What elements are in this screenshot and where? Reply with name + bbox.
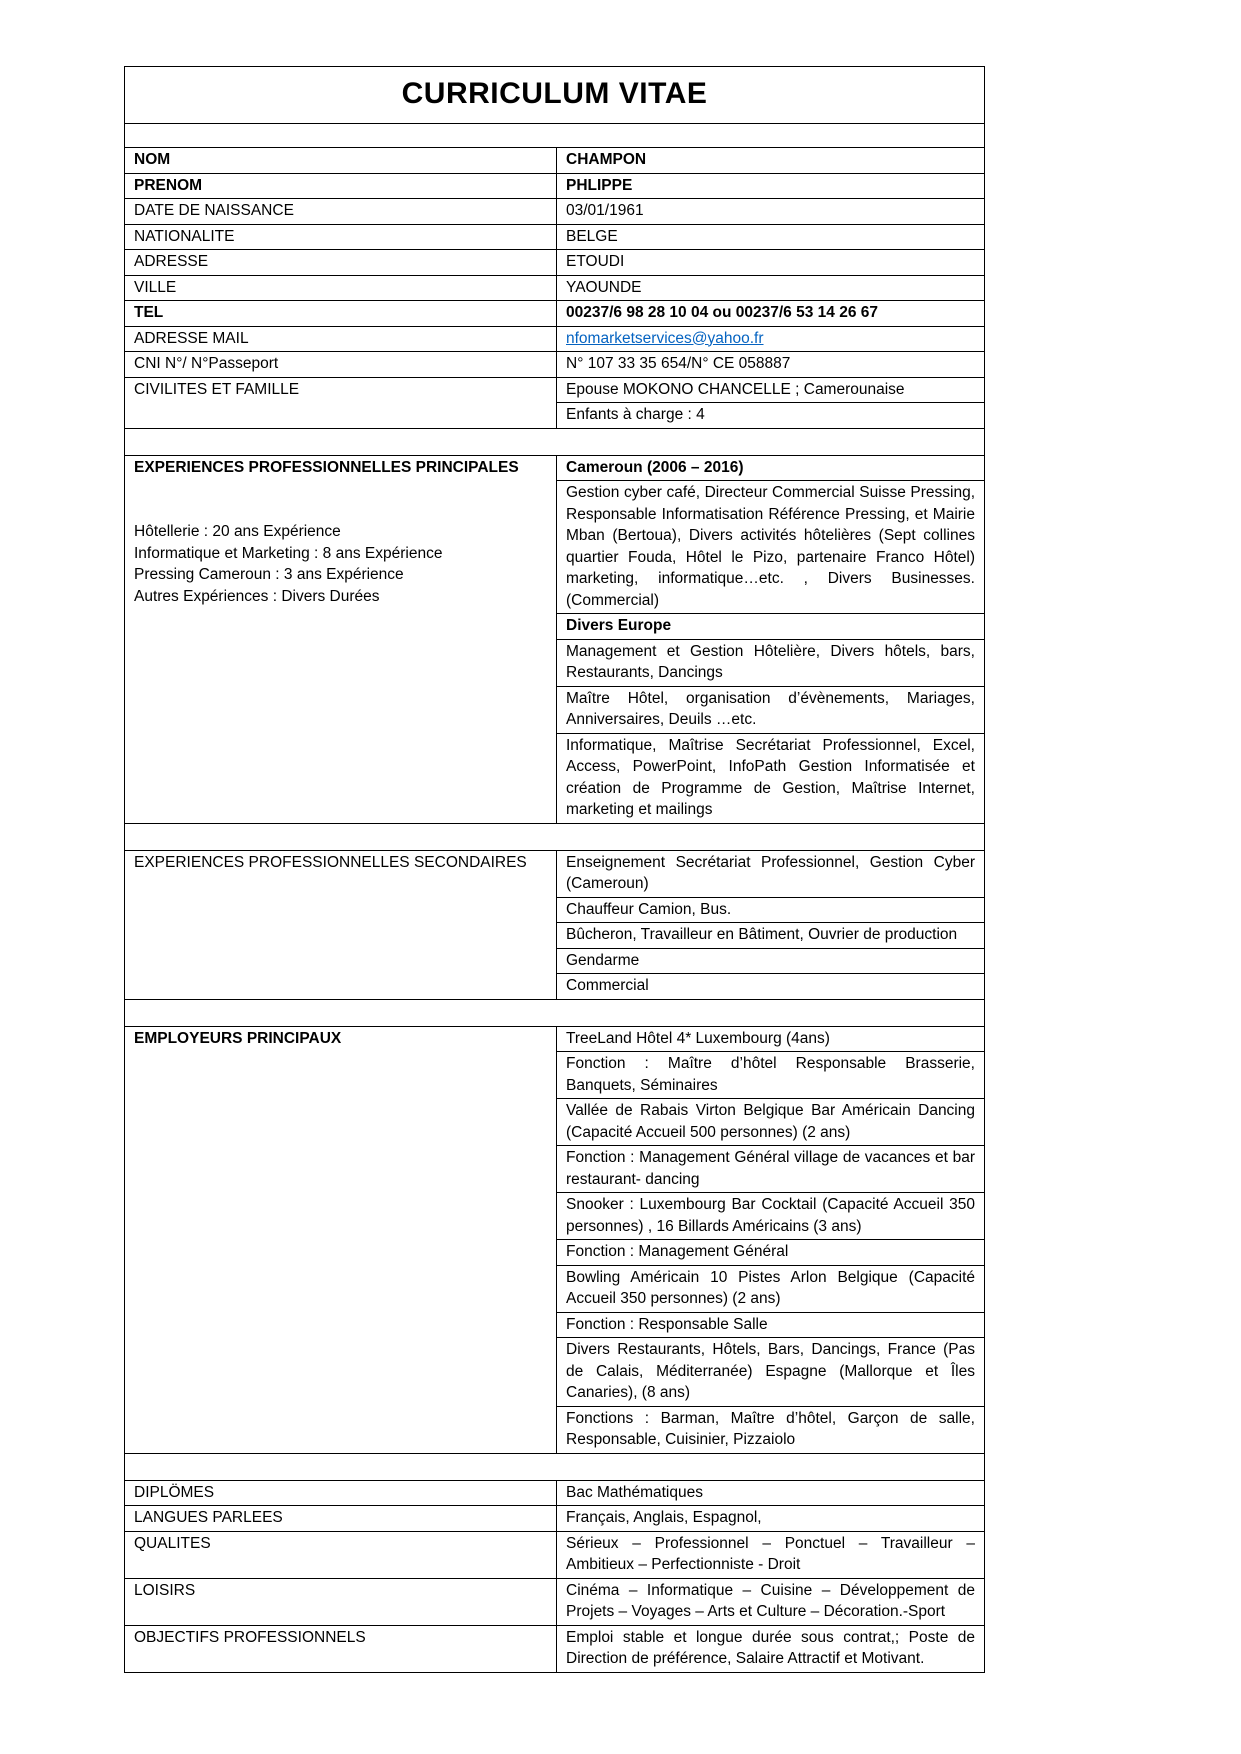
divers-row-loisirs	[125, 1578, 984, 1625]
section-experiences-secondaires	[125, 850, 984, 999]
principales-row-cameroun: Cameroun (2006 – 2016)	[566, 458, 744, 476]
employeurs-row-fonction-salle: Fonction : Responsable Salle	[557, 1312, 984, 1338]
title-row	[125, 67, 984, 123]
employeurs-row-divers-restaurants: Divers Restaurants, Hôtels, Bars, Dancings, France (Pas de Calais, Méditerranée) Espagne (Mallorque et Îles Canaries), (8 ans)	[557, 1337, 984, 1406]
principales-row-informatique: Informatique, Maîtrise Secrétariat Professionnel, Excel, Access, PowerPoint, InfoPath Gestion Informatisée et création de Programme de Gestion, Maîtrise Internet, marketing et mailings	[557, 733, 984, 823]
divers-value-diplomes: Bac Mathématiques	[566, 1483, 703, 1501]
civilites-line-1: Epouse MOKONO CHANCELLE ; Camerounaise	[566, 380, 905, 398]
principales-row-management: Management et Gestion Hôtelière, Divers hôtels, bars, Restaurants, Dancings	[557, 639, 984, 686]
secondaires-right-cells	[557, 851, 984, 999]
info-row-ville	[125, 275, 984, 301]
summary-autres: Autres Expériences : Divers Durées	[134, 587, 380, 605]
divers-label-langues: LANGUES PARLEES	[125, 1506, 557, 1531]
info-row-tel	[125, 300, 984, 326]
spacer-row	[125, 823, 984, 850]
secondaires-row-commercial: Commercial	[557, 973, 984, 999]
divers-row-diplomes	[125, 1480, 984, 1506]
secondaires-label: EXPERIENCES PROFESSIONNELLES SECONDAIRES	[134, 853, 527, 871]
info-value-adresse: ETOUDI	[566, 253, 625, 270]
info-label-nom: NOM	[125, 148, 557, 173]
summary-hotellerie: Hôtellerie : 20 ans Expérience	[134, 523, 341, 540]
section-employeurs-principaux	[125, 1026, 984, 1453]
divers-value-loisirs: Cinéma – Informatique – Cuisine – Développement de Projets – Voyages – Arts et Culture – Décoration.-Sport	[566, 1581, 975, 1620]
info-row-adresse	[125, 249, 984, 275]
employeurs-row-snooker: Snooker : Luxembourg Bar Cocktail (Capacité Accueil 350 personnes) , 16 Billards Américains (3 ans)	[557, 1192, 984, 1239]
spacer-row	[125, 428, 984, 455]
info-row-nom	[125, 147, 984, 173]
info-label-tel: TEL	[125, 301, 557, 326]
info-label-cni: CNI N°/ N°Passeport	[125, 352, 557, 377]
divers-row-objectifs	[125, 1625, 984, 1672]
divers-value-objectifs: Emploi stable et longue durée sous contrat,; Poste de Direction de préférence, Salaire Attractif et Motivant.	[566, 1628, 975, 1667]
info-row-cni	[125, 351, 984, 377]
employeurs-row-treeland: TreeLand Hôtel 4* Luxembourg (4ans)	[566, 1029, 830, 1047]
employeurs-row-fonction-maitre: Fonction : Maître d’hôtel Responsable Brasserie, Banquets, Séminaires	[557, 1051, 984, 1098]
info-value-cni: N° 107 33 35 654/N° CE 058887	[566, 355, 791, 372]
info-label-civilites: CIVILITES ET FAMILLE	[125, 378, 557, 428]
info-label-nationalite: NATIONALITE	[125, 225, 557, 250]
employeurs-row-vallee: Vallée de Rabais Virton Belgique Bar Américain Dancing (Capacité Accueil 500 personnes) (2 ans)	[557, 1098, 984, 1145]
info-value-mail	[557, 327, 984, 352]
summary-informatique: Informatique et Marketing : 8 ans Expérience	[134, 544, 443, 562]
divers-label-objectifs: OBJECTIFS PROFESSIONNELS	[125, 1626, 557, 1672]
info-label-prenom: PRENOM	[125, 174, 557, 199]
principales-right-cells	[557, 456, 984, 823]
employeurs-row-fonction-general: Fonction : Management Général	[557, 1239, 984, 1265]
info-value-nom: CHAMPON	[566, 151, 647, 168]
info-value-nationalite: BELGE	[566, 227, 618, 245]
secondaires-row-gendarme: Gendarme	[557, 948, 984, 974]
info-row-civilites	[125, 377, 984, 428]
divers-value-langues: Français, Anglais, Espagnol,	[566, 1509, 762, 1526]
employeurs-left-cell	[125, 1027, 557, 1453]
divers-value-qualites: Sérieux – Professionnel – Ponctuel – Travailleur – Ambitieux – Perfectionniste - Droit	[566, 1534, 975, 1573]
principales-summary	[134, 521, 547, 607]
principales-row-gestion: Gestion cyber café, Directeur Commercial Suisse Pressing, Responsable Informatisation Référence Pressing, et Mairie Mban (Bertoua), Divers activités hôtelières (Sept collines quartier Fouda, Hôtel le Pizo, partenaire Franco Hôtel) marketing, informatique…etc. , Divers Businesses.(Commercial)	[557, 480, 984, 613]
info-label-mail: ADRESSE MAIL	[125, 327, 557, 352]
info-value-ville: YAOUNDE	[566, 278, 642, 296]
divers-row-langues	[125, 1505, 984, 1531]
divers-label-loisirs: LOISIRS	[125, 1579, 557, 1625]
info-value-naissance: 03/01/1961	[566, 202, 644, 219]
info-row-mail	[125, 326, 984, 352]
section-experiences-principales	[125, 455, 984, 823]
spacer-row	[125, 1453, 984, 1480]
employeurs-row-fonction-village: Fonction : Management Général village de vacances et bar restaurant- dancing	[557, 1145, 984, 1192]
info-label-naissance: DATE DE NAISSANCE	[125, 199, 557, 224]
spacer-row	[125, 999, 984, 1026]
info-value-tel: 00237/6 98 28 10 04 ou 00237/6 53 14 26 67	[566, 304, 878, 321]
empty-row	[125, 123, 984, 147]
principales-left-cell	[125, 456, 557, 823]
principales-row-divers-europe: Divers Europe	[557, 613, 984, 639]
civilites-line-2: Enfants à charge : 4	[557, 402, 984, 428]
info-label-adresse: ADRESSE	[125, 250, 557, 275]
secondaires-row-enseignement: Enseignement Secrétariat Professionnel, Gestion Cyber (Cameroun)	[566, 853, 975, 892]
divers-row-qualites	[125, 1531, 984, 1578]
page-title: CURRICULUM VITAE	[401, 77, 708, 110]
divers-label-qualites: QUALITES	[125, 1532, 557, 1578]
info-label-ville: VILLE	[125, 276, 557, 301]
info-row-naissance	[125, 198, 984, 224]
divers-label-diplomes: DIPLÖMES	[125, 1481, 557, 1506]
employeurs-label: EMPLOYEURS PRINCIPAUX	[134, 1029, 342, 1047]
employeurs-right-cells	[557, 1027, 984, 1453]
principales-row-maitre-hotel: Maître Hôtel, organisation d’évènements, Mariages, Anniversaires, Deuils …etc.	[557, 686, 984, 733]
secondaires-left-cell	[125, 851, 557, 999]
info-row-prenom	[125, 173, 984, 199]
email-link[interactable]: nfomarketservices@yahoo.fr	[566, 329, 764, 347]
employeurs-row-bowling: Bowling Américain 10 Pistes Arlon Belgique (Capacité Accueil 350 personnes) (2 ans)	[557, 1265, 984, 1312]
summary-pressing: Pressing Cameroun : 3 ans Expérience	[134, 566, 404, 583]
secondaires-row-bucheron: Bûcheron, Travailleur en Bâtiment, Ouvrier de production	[557, 922, 984, 948]
employeurs-row-fonctions-barman: Fonctions : Barman, Maître d’hôtel, Garçon de salle, Responsable, Cuisinier, Pizzaiolo	[557, 1406, 984, 1453]
info-row-nationalite	[125, 224, 984, 250]
civilites-values	[557, 378, 984, 428]
principales-label: EXPERIENCES PROFESSIONNELLES PRINCIPALES	[134, 458, 519, 476]
cv-document-table	[124, 66, 985, 1673]
secondaires-row-chauffeur: Chauffeur Camion, Bus.	[557, 897, 984, 923]
info-value-prenom: PHLIPPE	[566, 176, 633, 194]
